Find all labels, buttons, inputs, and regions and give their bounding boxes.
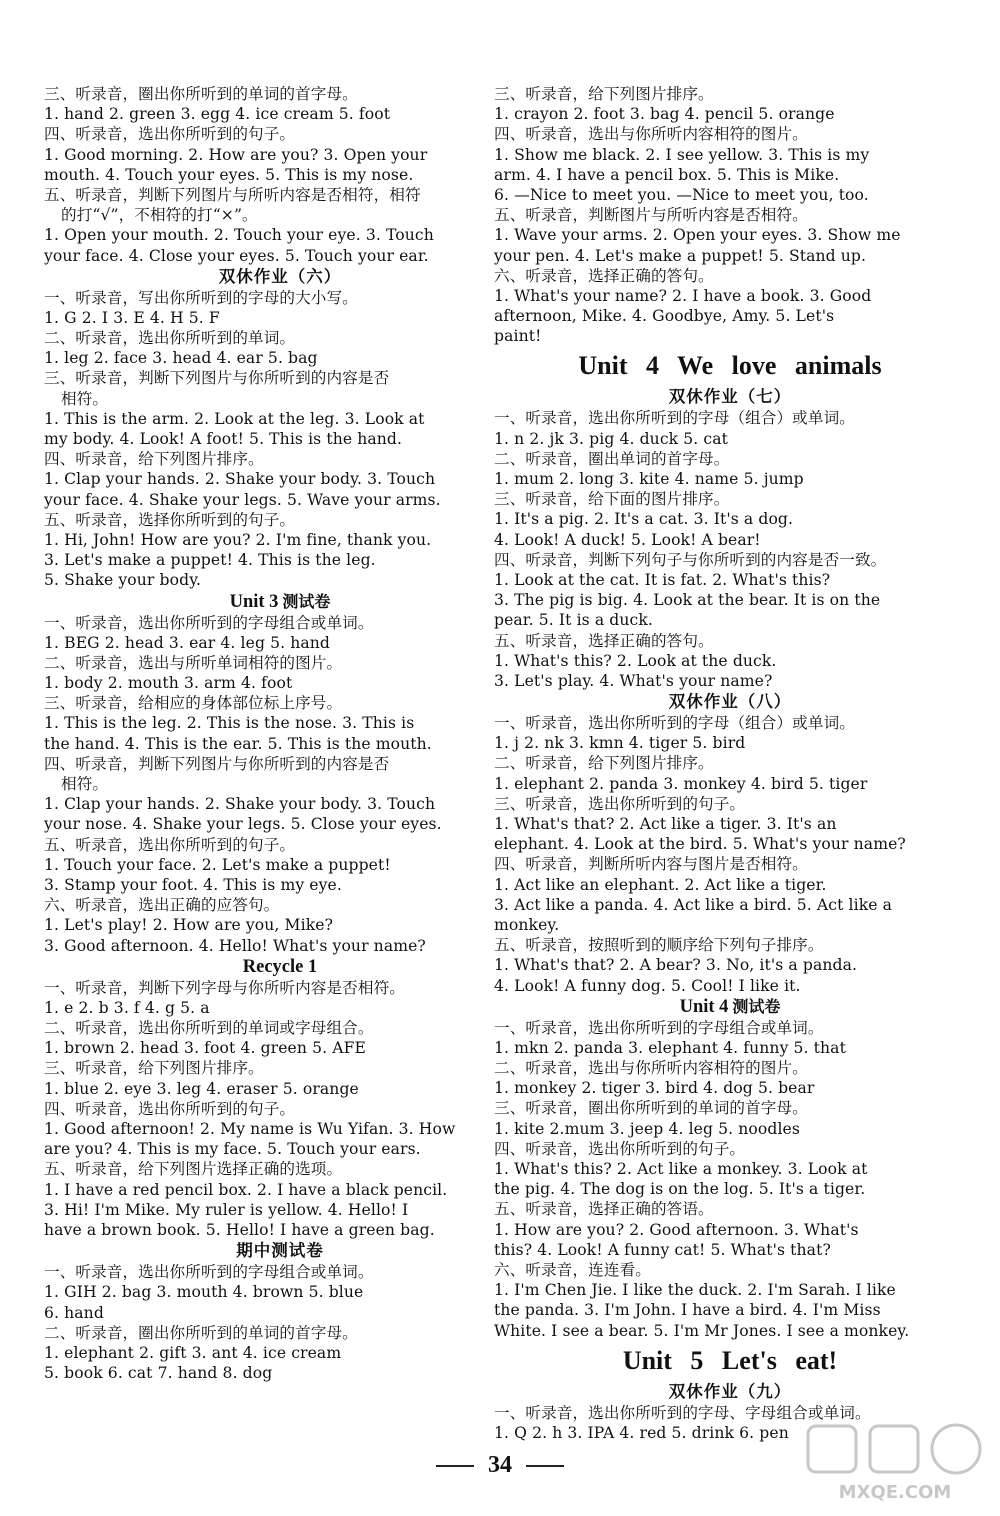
- answer-line: your nose. 4. Shake your legs. 5. Close your eyes.: [44, 815, 442, 834]
- answer-line: my body. 4. Look! A foot! 5. This is the hand.: [44, 430, 403, 448]
- answer-line: 1. kite 2.mum 3. jeep 4. leg 5. noodles: [494, 1119, 800, 1138]
- answer-line: 1. Show me black. 2. I see yellow. 3. This is my: [494, 145, 870, 164]
- answer-line: 1. Q 2. h 3. IPA 4. red 5. drink 6. pen: [494, 1423, 789, 1442]
- answer-line: 四、听录音，判断下列图片与你所听到的内容是否: [44, 754, 390, 773]
- answer-line: 1. elephant 2. gift 3. ant 4. ice cream: [44, 1343, 342, 1362]
- answer-line: 1. elephant 2. panda 3. monkey 4. bird 5. tiger: [494, 774, 868, 793]
- answer-line: 一、听录音，写出你所听到的字母的大小写。: [44, 288, 358, 307]
- answer-line: 五、听录音，选择正确的答语。: [494, 1200, 714, 1219]
- answer-line: your pen. 4. Let's make a puppet! 5. Stand up.: [494, 246, 867, 265]
- answer-line: 1. Good afternoon! 2. My name is Wu Yifan. 3. How: [44, 1120, 456, 1138]
- answer-line: 三、听录音，选出你所听到的句子。: [494, 794, 746, 813]
- answer-line: 1. leg 2. face 3. head 4. ear 5. bag: [44, 349, 318, 368]
- answer-line: 3. Stamp your foot. 4. This is my eye.: [44, 875, 342, 894]
- answer-line: 1. What's that? 2. Act like a tiger. 3. It's an: [494, 815, 837, 833]
- answer-line: 二、听录音，选出与所听单词相符的图片。: [44, 653, 343, 672]
- answer-line: 一、听录音，选出你所听到的字母（组合）或单词。: [494, 714, 855, 733]
- answer-line: 1. Hi, John! How are you? 2. I'm fine, thank you.: [44, 530, 432, 549]
- answer-line: 相符。: [61, 389, 109, 408]
- answer-line: the panda. 3. I'm John. I have a bird. 4. I'm Miss: [494, 1301, 881, 1320]
- section-heading: 双休作业（八）: [668, 692, 792, 712]
- watermark-text: MXQE.COM: [838, 1482, 952, 1503]
- answer-line: 五、听录音，按照听到的顺序给下列句子排序。: [494, 936, 824, 955]
- answer-line: 六、听录音，选出正确的应答句。: [44, 896, 280, 915]
- answer-line: 三、听录音，给相应的身体部位标上序号。: [44, 694, 343, 713]
- answer-line: 3. Good afternoon. 4. Hello! What's your name?: [44, 936, 426, 955]
- unit-title: Unit 5 Let's eat!: [622, 1345, 838, 1375]
- answer-line: 3. Let's make a puppet! 4. This is the leg.: [44, 551, 376, 570]
- answer-line: 一、听录音，选出你所听到的字母组合或单词。: [44, 613, 374, 632]
- answer-line: 1. What's your name? 2. I have a book. 3. Good: [494, 286, 872, 305]
- answer-line: the pig. 4. The dog is on the log. 5. It's a tiger.: [494, 1180, 866, 1199]
- answer-line: 1. Clap your hands. 2. Shake your body. 3. Touch: [44, 795, 436, 814]
- unit-test-heading: [494, 996, 966, 1018]
- answer-line: have a brown book. 5. Hello! I have a green bag.: [44, 1220, 435, 1239]
- footer-dash-right: [526, 1465, 564, 1467]
- section-heading: 双休作业（六）: [218, 266, 342, 286]
- answer-line: 四、听录音，选出你所听到的句子。: [44, 1099, 296, 1118]
- answer-line: 五、听录音，判断图片与所听内容是否相符。: [494, 206, 808, 225]
- answer-line: 1. What's this? 2. Look at the duck.: [494, 651, 777, 670]
- answer-line: 四、听录音，选出与你所听内容相符的图片。: [494, 125, 808, 144]
- answer-line: mouth. 4. Touch your eyes. 5. This is my nose.: [44, 165, 414, 184]
- answer-line: 6. —Nice to meet you. —Nice to meet you, too.: [494, 185, 869, 204]
- answer-line: 4. Look! A duck! 5. Look! A bear!: [494, 530, 761, 549]
- answer-line: 1. mum 2. long 3. kite 4. name 5. jump: [494, 470, 804, 488]
- answer-line: the hand. 4. This is the ear. 5. This is the mouth.: [44, 734, 432, 753]
- answer-line: 1. blue 2. eye 3. leg 4. eraser 5. orange: [44, 1079, 359, 1098]
- answer-line: 1. body 2. mouth 3. arm 4. foot: [44, 674, 293, 693]
- unit-test-name: Unit 4: [679, 996, 729, 1017]
- answer-line: 1. Act like an elephant. 2. Act like a tiger.: [494, 875, 827, 894]
- answer-line: afternoon, Mike. 4. Goodbye, Amy. 5. Let's: [494, 307, 835, 326]
- answer-line: 三、听录音，判断下列图片与你所听到的内容是否: [44, 369, 390, 388]
- answer-line: 一、听录音，选出你所听到的字母（组合）或单词。: [494, 409, 855, 428]
- answer-line: 1. What's this? 2. Act like a monkey. 3. Look at: [494, 1160, 868, 1178]
- unit-title: Unit 4 We love animals: [578, 351, 882, 381]
- answer-line: 1. BEG 2. head 3. ear 4. leg 5. hand: [44, 633, 330, 652]
- answer-line: 二、听录音，选出你所听到的单词或字母组合。: [44, 1019, 374, 1038]
- answer-line: 1. G 2. I 3. E 4. H 5. F: [44, 308, 220, 327]
- answer-line: 五、听录音，选择你所听到的句子。: [44, 510, 296, 529]
- answer-line: 1. e 2. b 3. f 4. g 5. a: [44, 998, 210, 1017]
- answer-line: 一、听录音，选出你所听到的字母组合或单词。: [44, 1263, 374, 1282]
- answer-line: 三、听录音，圈出你所听到的单词的首字母。: [494, 1099, 808, 1118]
- answer-line: 1. I'm Chen Jie. I like the duck. 2. I'm Sarah. I like: [494, 1281, 896, 1300]
- answer-line: 一、听录音，选出你所听到的字母组合或单词。: [494, 1018, 824, 1037]
- answer-line: 二、听录音，选出你所听到的单词。: [44, 329, 296, 348]
- answer-line: 二、听录音，圈出单词的首字母。: [494, 449, 730, 468]
- answer-line: 1. Let's play! 2. How are you, Mike?: [44, 916, 334, 935]
- unit-test-label: 测试卷: [282, 591, 331, 611]
- answer-line: 一、听录音，判断下列字母与你所听内容是否相符。: [44, 978, 405, 997]
- unit-test-name: Unit 3: [229, 591, 279, 612]
- answer-line: 三、听录音，给下面的图片排序。: [494, 490, 730, 509]
- answer-line: 1. How are you? 2. Good afternoon. 3. What's: [494, 1220, 859, 1239]
- answer-line: 1. GIH 2. bag 3. mouth 4. brown 5. blue: [44, 1283, 364, 1302]
- answer-line: this? 4. Look! A funny cat! 5. What's that?: [494, 1240, 831, 1259]
- answer-line: 1. Open your mouth. 2. Touch your eye. 3. Touch: [44, 226, 434, 245]
- answer-line: 二、听录音，圈出你所听到的单词的首字母。: [44, 1323, 358, 1342]
- answer-line: 1. Look at the cat. It is fat. 2. What's this?: [494, 570, 831, 589]
- answer-line: 3. The pig is big. 4. Look at the bear. It is on the: [494, 591, 881, 610]
- answer-line: 四、听录音，选出你所听到的句子。: [494, 1139, 746, 1158]
- answer-line: 3. Act like a panda. 4. Act like a bird. 5. Act like a: [494, 895, 893, 914]
- answer-line: 1. Good morning. 2. How are you? 3. Open your: [44, 145, 428, 164]
- answer-line: 二、听录音，选出与你所听内容相符的图片。: [494, 1059, 808, 1078]
- answer-line: 1. This is the arm. 2. Look at the leg. 3. Look at: [44, 409, 425, 428]
- answer-line: 四、听录音，选出你所听到的句子。: [44, 125, 296, 144]
- answer-line: 二、听录音，给下列图片排序。: [494, 754, 714, 773]
- answer-line: are you? 4. This is my face. 5. Touch your ears.: [44, 1140, 421, 1159]
- answer-line: your face. 4. Shake your legs. 5. Wave your arms.: [44, 490, 441, 509]
- answer-line: 五、听录音，选出你所听到的句子。: [44, 835, 296, 854]
- answer-line: 六、听录音，连连看。: [494, 1260, 651, 1279]
- answer-line: 1. j 2. nk 3. kmn 4. tiger 5. bird: [494, 734, 746, 753]
- page-number: 34: [488, 1452, 512, 1478]
- answer-line: 四、听录音，给下列图片排序。: [44, 450, 264, 469]
- unit-test-heading: [44, 956, 516, 978]
- answer-line: 3. Hi! I'm Mike. My ruler is yellow. 4. Hello! I: [44, 1200, 409, 1219]
- answer-line: White. I see a bear. 5. I'm Mr Jones. I see a monkey.: [494, 1321, 910, 1340]
- answer-line: 1. hand 2. green 3. egg 4. ice cream 5. foot: [44, 105, 391, 124]
- answer-line: 1. mkn 2. panda 3. elephant 4. funny 5. that: [494, 1038, 846, 1057]
- answer-line: 1. I have a red pencil box. 2. I have a black pencil.: [44, 1180, 448, 1199]
- answer-line: 四、听录音，判断所听内容与图片是否相符。: [494, 855, 808, 874]
- answer-line: 5. Shake your body.: [44, 571, 202, 590]
- answer-line: 1. Touch your face. 2. Let's make a puppet!: [44, 855, 391, 874]
- answer-line: arm. 4. I have a pencil box. 5. This is Mike.: [494, 165, 840, 184]
- answer-line: 相符。: [61, 775, 109, 793]
- answer-line: 五、听录音，给下列图片选择正确的选项。: [44, 1160, 343, 1179]
- answer-line: 3. Let's play. 4. What's your name?: [494, 671, 773, 690]
- right-column: [494, 84, 966, 1443]
- answer-line: 1. brown 2. head 3. foot 4. green 5. AFE: [44, 1039, 366, 1058]
- answer-line: pear. 5. It is a duck.: [494, 611, 653, 630]
- answer-line: 五、听录音，选择正确的答句。: [494, 631, 714, 650]
- answer-line: your face. 4. Close your eyes. 5. Touch your ear.: [44, 246, 429, 265]
- answer-line: 三、听录音，给下列图片排序。: [44, 1059, 264, 1078]
- answer-line: elephant. 4. Look at the bird. 5. What's your name?: [494, 835, 906, 854]
- answer-line: 1. Wave your arms. 2. Open your eyes. 3. Show me: [494, 226, 901, 245]
- answer-line: 6. hand: [44, 1303, 104, 1322]
- answer-line: 4. Look! A funny dog. 5. Cool! I like it.: [494, 976, 801, 995]
- answer-line: 四、听录音，判断下列句子与你所听到的内容是否一致。: [494, 550, 887, 569]
- answer-line: 1. crayon 2. foot 3. bag 4. pencil 5. orange: [494, 105, 835, 124]
- answer-line: paint!: [494, 327, 542, 346]
- answer-line: 1. What's that? 2. A bear? 3. No, it's a panda.: [494, 956, 858, 975]
- answer-line: 六、听录音，选择正确的答句。: [494, 266, 714, 285]
- answer-line: 三、听录音，圈出你所听到的单词的首字母。: [44, 85, 358, 103]
- unit-test-name: Recycle 1: [242, 956, 318, 977]
- answer-line: 1. n 2. jk 3. pig 4. duck 5. cat: [494, 429, 728, 448]
- answer-line: 1. monkey 2. tiger 3. bird 4. dog 5. bear: [494, 1079, 815, 1098]
- answer-line: 1. This is the leg. 2. This is the nose. 3. This is: [44, 714, 415, 733]
- unit-test-heading: [44, 591, 516, 613]
- section-heading: 双休作业（九）: [668, 1381, 792, 1401]
- answer-line: 的打“√”，不相符的打“×”。: [61, 206, 258, 225]
- watermark-logo-icon: [800, 1420, 990, 1508]
- unit-test-label: 测试卷: [732, 996, 781, 1016]
- answer-line: 五、听录音，判断下列图片与所听内容是否相符，相符: [44, 185, 421, 204]
- answer-line: 1. Clap your hands. 2. Shake your body. 3. Touch: [44, 470, 436, 489]
- footer-dash-left: [436, 1465, 474, 1467]
- section-heading: 期中测试卷: [236, 1241, 324, 1261]
- answer-line: 三、听录音，给下列图片排序。: [494, 85, 714, 103]
- section-heading: 双休作业（七）: [668, 387, 792, 407]
- left-column: [44, 84, 516, 1383]
- answer-line: 一、听录音，选出你所听到的字母、字母组合或单词。: [494, 1403, 871, 1422]
- answer-line: monkey.: [494, 915, 560, 934]
- answer-line: 1. It's a pig. 2. It's a cat. 3. It's a dog.: [494, 510, 794, 529]
- answer-line: 5. book 6. cat 7. hand 8. dog: [44, 1364, 273, 1383]
